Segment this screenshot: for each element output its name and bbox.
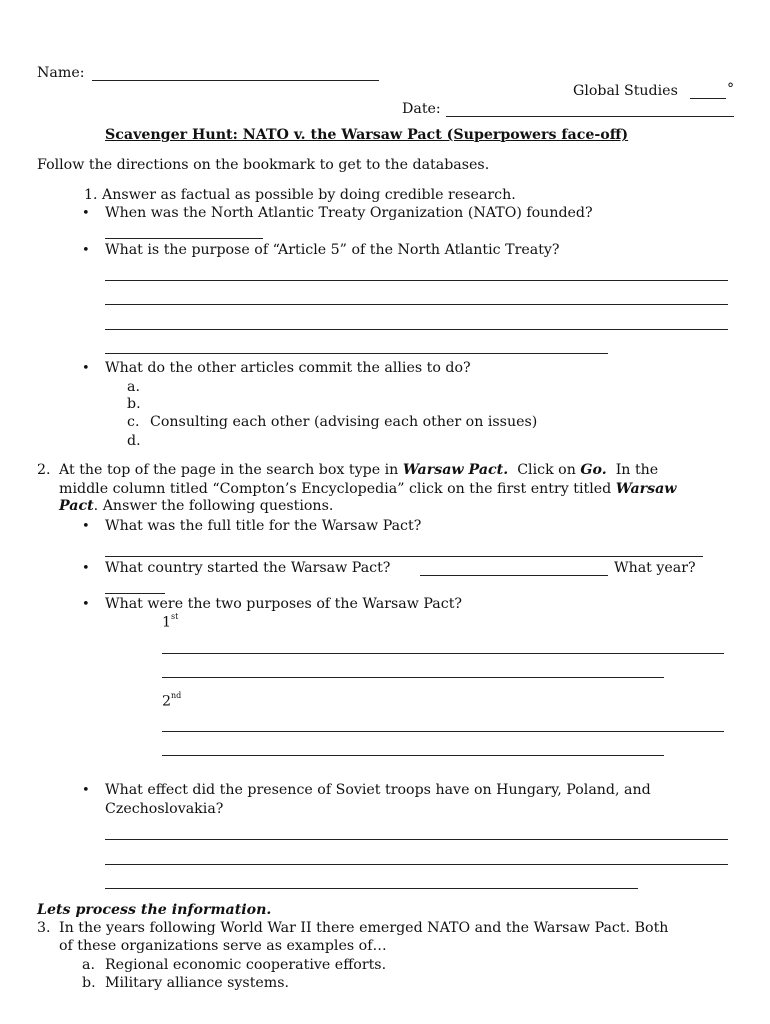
answer-line[interactable]: [105, 304, 728, 305]
section3-question-line2: of these organizations serve as examples of…: [59, 938, 387, 954]
answer-line[interactable]: [420, 575, 608, 576]
bullet-icon: •: [82, 361, 90, 376]
question-two-purposes: What were the two purposes of the Warsaw Pact?: [105, 596, 462, 612]
class-label: Global Studies: [573, 83, 678, 99]
option-text[interactable]: Regional economic cooperative efforts.: [105, 957, 387, 973]
answer-line[interactable]: [105, 280, 728, 281]
answer-line[interactable]: [105, 556, 703, 557]
question-nato-founded: When was the North Atlantic Treaty Organization (NATO) founded?: [105, 205, 593, 221]
list-item-letter: a.: [127, 379, 140, 395]
date-field[interactable]: [446, 116, 734, 117]
answer-line[interactable]: [105, 864, 728, 865]
answer-line[interactable]: [105, 888, 638, 889]
answer-line[interactable]: [105, 329, 728, 330]
name-field[interactable]: [92, 80, 379, 81]
directions: Follow the directions on the bookmark to get to the databases.: [37, 157, 490, 173]
bullet-icon: •: [82, 206, 90, 221]
answer-line[interactable]: [105, 593, 165, 594]
option-letter: a.: [82, 957, 95, 973]
date-label: Date:: [402, 101, 441, 117]
list-item-letter: d.: [127, 433, 141, 449]
bullet-icon: •: [82, 597, 90, 612]
bullet-icon: •: [82, 561, 90, 576]
name-label: Name:: [37, 65, 85, 81]
first-purpose-label: 1st: [162, 612, 179, 631]
second-purpose-label: 2nd: [162, 691, 182, 710]
question-country-started: What country started the Warsaw Pact?: [105, 560, 391, 576]
question-full-title: What was the full title for the Warsaw Pact?: [105, 518, 422, 534]
answer-line[interactable]: [162, 653, 724, 654]
question-article-5: What is the purpose of “Article 5” of the North Atlantic Treaty?: [105, 242, 560, 258]
period-field[interactable]: [690, 98, 726, 99]
answer-line[interactable]: [105, 839, 728, 840]
page-title: Scavenger Hunt: NATO v. the Warsaw Pact (Superpowers face-off): [105, 127, 629, 143]
list-item-letter: c.: [127, 414, 140, 430]
section3-heading: Lets process the information.: [37, 902, 272, 918]
section2-instructions-line3: Pact. Answer the following questions.: [59, 498, 334, 514]
section1-intro: 1. Answer as factual as possible by doing credible research.: [84, 187, 516, 203]
section3-number: 3.: [37, 920, 51, 936]
question-other-articles: What do the other articles commit the allies to do?: [105, 360, 471, 376]
list-item-text: Consulting each other (advising each other on issues): [150, 414, 538, 430]
bullet-icon: •: [82, 243, 90, 258]
option-letter: b.: [82, 975, 96, 991]
section2-number: 2.: [37, 462, 51, 478]
section2-instructions-line2: middle column titled “Compton’s Encyclopedia” click on the first entry titled Warsaw: [59, 481, 677, 497]
answer-line[interactable]: [105, 353, 608, 354]
answer-line[interactable]: [105, 238, 263, 239]
question-soviet-troops-line1: What effect did the presence of Soviet troops have on Hungary, Poland, and: [105, 782, 651, 798]
section3-question-line1: In the years following World War II there emerged NATO and the Warsaw Pact. Both: [59, 920, 669, 936]
answer-line[interactable]: [162, 731, 724, 732]
option-text[interactable]: Military alliance systems.: [105, 975, 290, 991]
answer-line[interactable]: [162, 677, 664, 678]
list-item-letter: b.: [127, 396, 141, 412]
section2-instructions-line1: At the top of the page in the search box type in Warsaw Pact. Click on Go. In the: [59, 462, 659, 478]
question-year: What year?: [614, 560, 696, 576]
bullet-icon: •: [82, 783, 90, 798]
bullet-icon: •: [82, 519, 90, 534]
answer-line[interactable]: [162, 755, 664, 756]
question-soviet-troops-line2: Czechoslovakia?: [105, 801, 224, 817]
period-mark: °: [727, 81, 735, 97]
